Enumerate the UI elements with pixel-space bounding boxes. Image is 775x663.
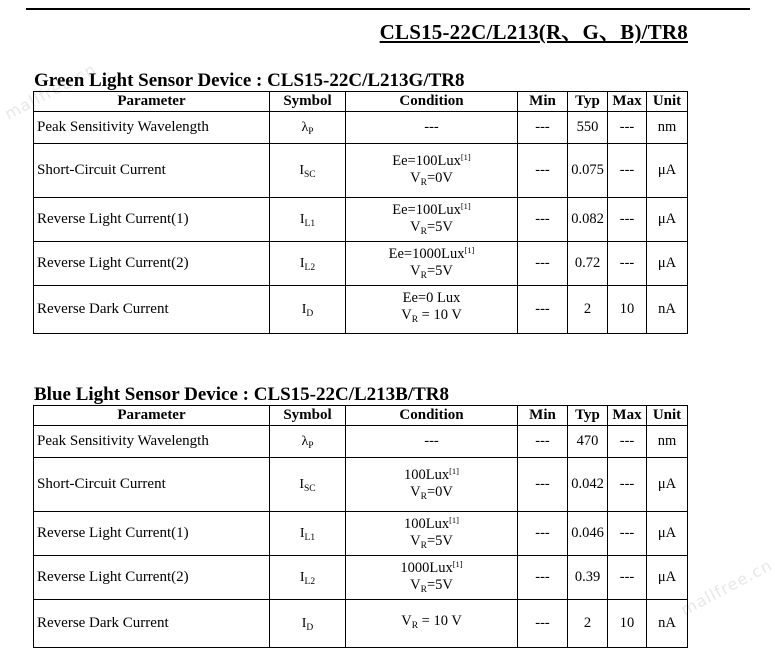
- table-row: [34, 556, 688, 600]
- column-header-max: Max: [608, 92, 647, 112]
- column-header-min: Min: [518, 92, 568, 112]
- condition-text: Ee=1000Lux: [388, 246, 465, 262]
- column-header-condition: Condition: [346, 406, 518, 426]
- symbol-subscript: L2: [304, 576, 316, 587]
- typ-cell: 0.39: [568, 556, 608, 600]
- condition-symbol: V: [410, 577, 421, 593]
- condition-text: =0V: [426, 170, 453, 186]
- symbol-cell: [270, 286, 346, 334]
- condition-subscript: R: [411, 620, 419, 631]
- condition-text: 100Lux: [403, 467, 450, 483]
- document-title: CLS15-22C/L213(R、G、B)/TR8: [379, 20, 688, 44]
- parameter-cell: Reverse Dark Current: [34, 286, 270, 334]
- max-cell: ---: [608, 458, 647, 512]
- watermark: mallfree.cn: [1, 59, 100, 124]
- unit-cell: μA: [647, 242, 688, 286]
- column-header-typ: Typ: [568, 406, 608, 426]
- symbol-main: I: [299, 569, 305, 585]
- typ-cell: 0.042: [568, 458, 608, 512]
- watermark: mallfree.cn: [677, 555, 775, 620]
- table-row: [34, 600, 688, 648]
- unit-cell: nm: [647, 426, 688, 458]
- condition-subscript: R: [420, 492, 427, 502]
- symbol-cell: [270, 144, 346, 198]
- symbol-subscript: P: [308, 126, 314, 137]
- symbol-cell: [270, 556, 346, 600]
- condition-cell: [346, 198, 518, 242]
- blue-section-title: Blue Light Sensor Device : CLS15-22C/L213B/TR8: [34, 384, 450, 405]
- symbol-subscript: D: [306, 622, 314, 633]
- symbol-cell: [270, 198, 346, 242]
- unit-cell: μA: [647, 556, 688, 600]
- symbol-subscript: L1: [304, 532, 316, 543]
- condition-symbol: V: [410, 484, 421, 500]
- condition-text: Ee=0 Lux: [402, 290, 461, 306]
- condition-text: = 10 V: [418, 307, 462, 323]
- condition-symbol: V: [410, 219, 421, 235]
- table-row: [34, 286, 688, 334]
- symbol-main: I: [299, 476, 305, 492]
- condition-line: [346, 556, 517, 577]
- condition-line: [346, 242, 517, 263]
- condition-symbol: V: [410, 170, 421, 186]
- condition-text: 100Lux: [403, 516, 450, 532]
- condition-line: [346, 263, 517, 285]
- column-header-unit: Unit: [647, 406, 688, 426]
- column-header-parameter: Parameter: [34, 92, 270, 112]
- column-header-unit: Unit: [647, 92, 688, 112]
- condition-line: [346, 463, 517, 484]
- symbol-cell: [270, 426, 346, 458]
- symbol-main: I: [301, 615, 307, 631]
- condition-cell: [346, 600, 518, 648]
- min-cell: ---: [518, 242, 568, 286]
- parameter-cell: Reverse Light Current(2): [34, 242, 270, 286]
- condition-symbol: V: [410, 533, 421, 549]
- typ-cell: 550: [568, 112, 608, 144]
- min-cell: ---: [518, 198, 568, 242]
- condition-line: [346, 433, 517, 450]
- symbol-subscript: L2: [304, 262, 316, 273]
- condition-footnote: [1]: [460, 152, 471, 162]
- table-row: [34, 112, 688, 144]
- condition-line: [346, 198, 517, 219]
- condition-cell: [346, 144, 518, 198]
- symbol-main: λ: [301, 433, 309, 449]
- condition-text: = 10 V: [418, 612, 462, 629]
- unit-cell: nA: [647, 286, 688, 334]
- min-cell: ---: [518, 556, 568, 600]
- table-row: [34, 242, 688, 286]
- table-row: [34, 198, 688, 242]
- condition-text: Ee=100Lux: [392, 153, 461, 169]
- symbol-cell: [270, 512, 346, 556]
- condition-footnote: [1]: [449, 515, 460, 525]
- condition-footnote: [1]: [464, 245, 475, 255]
- column-header-max: Max: [608, 406, 647, 426]
- condition-line: [346, 512, 517, 533]
- condition-subscript: R: [411, 315, 419, 325]
- typ-cell: 2: [568, 286, 608, 334]
- max-cell: ---: [608, 198, 647, 242]
- parameter-cell: Reverse Light Current(1): [34, 512, 270, 556]
- condition-subscript: R: [420, 227, 427, 237]
- condition-symbol: V: [401, 307, 412, 323]
- unit-cell: μA: [647, 458, 688, 512]
- max-cell: ---: [608, 512, 647, 556]
- top-rule: [26, 8, 750, 10]
- condition-text: Ee=100Lux: [392, 202, 461, 218]
- min-cell: ---: [518, 112, 568, 144]
- typ-cell: 0.075: [568, 144, 608, 198]
- max-cell: ---: [608, 112, 647, 144]
- parameter-cell: Short-Circuit Current: [34, 458, 270, 512]
- condition-line: [346, 119, 517, 136]
- condition-text: 1000Lux: [400, 560, 453, 576]
- green-section-title: Green Light Sensor Device : CLS15-22C/L213G/TR8: [34, 70, 465, 91]
- typ-cell: 2: [568, 600, 608, 648]
- max-cell: ---: [608, 556, 647, 600]
- symbol-subscript: SC: [304, 483, 316, 494]
- symbol-main: I: [299, 255, 305, 271]
- condition-line: [346, 290, 517, 307]
- symbol-main: I: [299, 525, 305, 541]
- min-cell: ---: [518, 600, 568, 648]
- max-cell: 10: [608, 600, 647, 648]
- parameter-cell: Reverse Dark Current: [34, 600, 270, 648]
- unit-cell: μA: [647, 144, 688, 198]
- symbol-subscript: L1: [304, 218, 316, 229]
- column-header-condition: Condition: [346, 92, 518, 112]
- column-header-min: Min: [518, 406, 568, 426]
- condition-text: ---: [424, 119, 439, 135]
- symbol-cell: [270, 242, 346, 286]
- condition-cell: [346, 556, 518, 600]
- condition-cell: [346, 112, 518, 144]
- condition-footnote: [1]: [449, 466, 460, 476]
- condition-cell: [346, 242, 518, 286]
- condition-line: [346, 307, 517, 329]
- blue-spec-table: [33, 405, 688, 648]
- parameter-cell: Reverse Light Current(2): [34, 556, 270, 600]
- condition-subscript: R: [420, 541, 427, 551]
- condition-symbol: V: [410, 263, 421, 279]
- parameter-cell: Peak Sensitivity Wavelength: [34, 112, 270, 144]
- max-cell: 10: [608, 286, 647, 334]
- condition-symbol: V: [401, 612, 412, 629]
- condition-line: [346, 577, 517, 599]
- condition-cell: [346, 426, 518, 458]
- condition-cell: [346, 458, 518, 512]
- unit-cell: nm: [647, 112, 688, 144]
- typ-cell: 0.72: [568, 242, 608, 286]
- condition-cell: [346, 286, 518, 334]
- condition-text: ---: [424, 433, 439, 449]
- condition-line: [346, 484, 517, 506]
- condition-footnote: [1]: [452, 559, 463, 569]
- min-cell: ---: [518, 144, 568, 198]
- condition-text: =5V: [426, 577, 453, 593]
- max-cell: ---: [608, 426, 647, 458]
- condition-subscript: R: [420, 178, 427, 188]
- symbol-subscript: SC: [304, 169, 316, 180]
- symbol-main: I: [301, 301, 307, 317]
- symbol-main: I: [299, 211, 305, 227]
- parameter-cell: Short-Circuit Current: [34, 144, 270, 198]
- condition-line: [346, 170, 517, 192]
- table-row: [34, 426, 688, 458]
- condition-cell: [346, 512, 518, 556]
- typ-cell: 0.082: [568, 198, 608, 242]
- column-header-parameter: Parameter: [34, 406, 270, 426]
- column-header-typ: Typ: [568, 92, 608, 112]
- condition-line: [346, 219, 517, 241]
- min-cell: ---: [518, 512, 568, 556]
- condition-text: =5V: [426, 263, 453, 279]
- condition-text: =5V: [426, 533, 453, 549]
- column-header-symbol: Symbol: [270, 92, 346, 112]
- symbol-subscript: D: [306, 308, 314, 319]
- unit-cell: μA: [647, 198, 688, 242]
- parameter-cell: Peak Sensitivity Wavelength: [34, 426, 270, 458]
- symbol-subscript: P: [308, 440, 314, 451]
- min-cell: ---: [518, 286, 568, 334]
- condition-subscript: R: [420, 271, 427, 281]
- table-row: [34, 512, 688, 556]
- min-cell: ---: [518, 426, 568, 458]
- symbol-cell: [270, 112, 346, 144]
- typ-cell: 470: [568, 426, 608, 458]
- condition-text: =0V: [426, 484, 453, 500]
- symbol-main: I: [299, 162, 305, 178]
- condition-line: [346, 149, 517, 170]
- condition-text: =5V: [426, 219, 453, 235]
- table-row: [34, 144, 688, 198]
- condition-line: [346, 613, 517, 635]
- column-header-symbol: Symbol: [270, 406, 346, 426]
- unit-cell: nA: [647, 600, 688, 648]
- table-row: [34, 458, 688, 512]
- typ-cell: 0.046: [568, 512, 608, 556]
- max-cell: ---: [608, 144, 647, 198]
- symbol-main: λ: [301, 119, 309, 135]
- parameter-cell: Reverse Light Current(1): [34, 198, 270, 242]
- max-cell: ---: [608, 242, 647, 286]
- unit-cell: μA: [647, 512, 688, 556]
- symbol-cell: [270, 458, 346, 512]
- condition-line: [346, 533, 517, 555]
- symbol-cell: [270, 600, 346, 648]
- condition-footnote: [1]: [460, 201, 471, 211]
- min-cell: ---: [518, 458, 568, 512]
- green-spec-table: [33, 91, 688, 334]
- condition-subscript: R: [420, 585, 427, 595]
